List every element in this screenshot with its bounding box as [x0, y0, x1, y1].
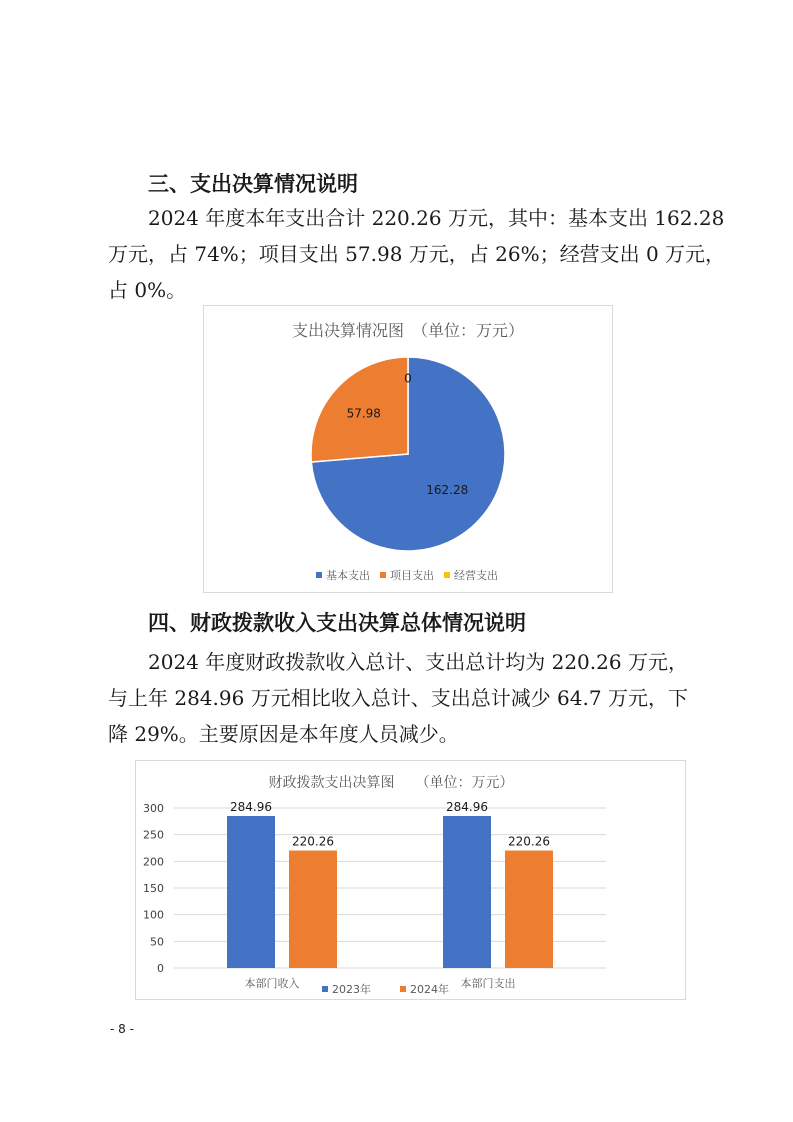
bar: [443, 816, 491, 968]
paragraph-line: 与上年 284.96 万元相比收入总计、支出总计减少 64.7 万元，下: [108, 686, 688, 710]
section-3-heading: 三、支出决算情况说明: [148, 172, 358, 196]
bar: [227, 816, 275, 968]
bar-chart-title: 财政拨款支出决算图 （单位：万元）: [268, 775, 514, 791]
pie-chart: [204, 306, 612, 592]
legend-swatch: [380, 572, 386, 578]
section-3-paragraph: [108, 200, 726, 308]
y-tick-label: 0: [157, 962, 164, 975]
y-tick-label: 150: [143, 882, 164, 895]
pie-chart-container: [203, 305, 613, 593]
legend-label: 经营支出: [454, 569, 498, 582]
section-4-heading: 四、财政拨款收入支出决算总体情况说明: [148, 611, 526, 635]
y-tick-label: 250: [143, 828, 164, 842]
legend-label: 2024年: [410, 983, 449, 996]
x-tick-label: 本部门收入: [244, 977, 300, 990]
bar-x-axis: [245, 976, 516, 990]
bar: [289, 851, 337, 968]
pie-data-label: 162.28: [426, 483, 469, 498]
y-tick-label: 300: [143, 802, 164, 815]
paragraph-line: 降 29%。主要原因是本年度人员减少。: [108, 722, 459, 746]
y-tick-label: 50: [150, 935, 164, 949]
legend-label: 2023年: [332, 983, 371, 996]
section-4-paragraph: [108, 644, 698, 752]
bar-data-label: 284.96: [230, 800, 272, 815]
pie-data-label: 57.98: [346, 406, 381, 421]
legend-swatch: [316, 572, 322, 578]
paragraph-line: 2024 年度财政拨款收入总计、支出总计均为 220.26 万元，: [148, 650, 688, 674]
legend-swatch: [444, 572, 450, 578]
bar-y-axis: [143, 802, 164, 975]
pie-chart-title: 支出决算情况图 （单位：万元）: [291, 321, 525, 340]
paragraph-line: 2024 年度本年支出合计 220.26 万元，其中：基本支出 162.28: [148, 206, 725, 230]
bar-series: [227, 800, 553, 968]
pie-data-label: 0: [404, 371, 412, 386]
bar-data-label: 220.26: [508, 834, 550, 849]
y-tick-label: 200: [143, 855, 164, 869]
pie-slices: [311, 357, 505, 551]
y-tick-label: 100: [143, 908, 164, 922]
legend-swatch: [400, 986, 406, 992]
x-tick-label: 本部门支出: [460, 977, 516, 990]
bar-chart: [136, 761, 685, 999]
paragraph-line: 万元，占 74%；项目支出 57.98 万元，占 26%；经营支出 0 万元，: [108, 242, 726, 266]
legend-swatch: [322, 986, 328, 992]
legend-label: 基本支出: [326, 569, 370, 582]
paragraph-line: 占 0%。: [108, 278, 187, 302]
page-number: - 8 -: [110, 1022, 134, 1036]
bar-legend: [322, 982, 449, 996]
bar-data-label: 220.26: [292, 834, 334, 849]
pie-legend: [316, 568, 498, 582]
bar-chart-container: [135, 760, 686, 1000]
bar-data-label: 284.96: [446, 800, 488, 815]
bar: [505, 851, 553, 968]
legend-label: 项目支出: [390, 569, 434, 582]
